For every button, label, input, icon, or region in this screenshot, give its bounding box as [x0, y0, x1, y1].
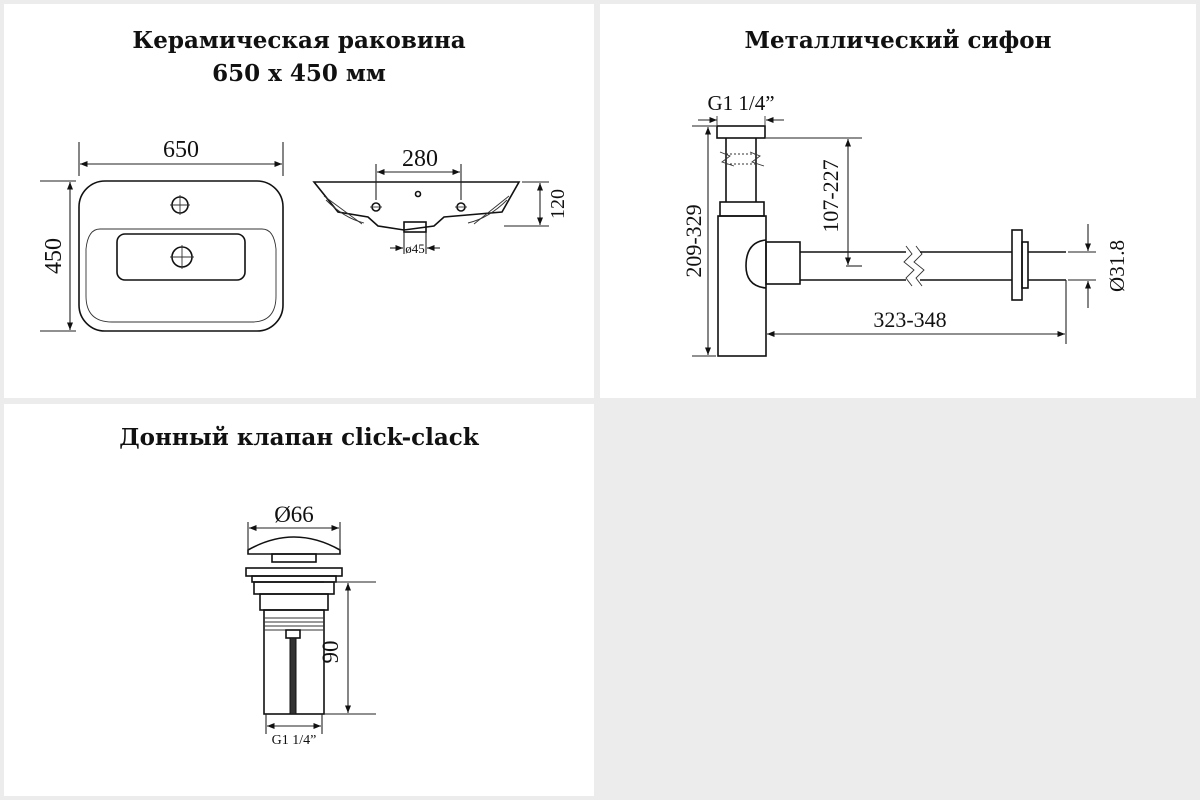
siphon-thread-label: G1 1/4”	[707, 91, 775, 115]
valve-flange	[246, 568, 342, 576]
sink-side-view	[314, 182, 519, 232]
sink-title-line2: 650 х 450 мм	[212, 60, 386, 87]
siphon-elbow	[746, 240, 766, 288]
siphon-pipe-diameter-label: Ø31.8	[1105, 240, 1129, 292]
drain-diameter-dimension	[390, 232, 440, 256]
valve-cap	[248, 537, 340, 554]
sink-outline	[79, 181, 283, 331]
valve-stem	[290, 638, 296, 714]
siphon-wall-flange	[1012, 230, 1022, 300]
siphon-length-dimension	[767, 280, 1066, 344]
faucet-hole-icon	[170, 195, 190, 215]
siphon-top-nut	[717, 126, 765, 138]
drain-hole-icon	[170, 245, 194, 269]
sink-title-line1: Керамическая раковина	[132, 27, 466, 54]
sink-depth-dimension	[504, 182, 569, 226]
siphon-inner-height-label: 107-227	[818, 159, 843, 233]
sink-drawing	[4, 4, 594, 398]
valve-height-dimension	[318, 582, 376, 714]
siphon-total-height-dimension	[681, 126, 716, 356]
siphon-length-label: 323-348	[873, 307, 947, 332]
siphon-inner-height-dimension	[766, 138, 862, 266]
valve-panel	[4, 404, 594, 796]
siphon-thread-dimension	[698, 91, 784, 126]
hole-spacing-label: 280	[402, 146, 438, 172]
sink-height-label: 450	[41, 238, 67, 274]
sink-width-label: 650	[163, 137, 199, 163]
sink-height-dimension	[40, 181, 76, 331]
drain-diameter-label: ø45	[405, 241, 425, 256]
sink-depth-label: 120	[547, 189, 569, 219]
sink-inner-outline	[86, 229, 276, 322]
sink-width-dimension	[79, 137, 283, 176]
siphon-panel	[600, 4, 1196, 398]
valve-height-label: 90	[318, 640, 343, 664]
sink-side-outline	[314, 182, 519, 230]
siphon-total-height-label: 209-329	[681, 204, 706, 278]
valve-thread-dimension	[266, 714, 322, 748]
valve-thread-label: G1 1/4”	[271, 733, 317, 748]
siphon-drawing	[600, 4, 1196, 398]
sink-top-view	[79, 181, 283, 331]
siphon-collar	[720, 202, 764, 216]
siphon-pipe-diameter-dimension	[1068, 224, 1129, 308]
valve-cap-diameter-label: Ø66	[274, 502, 314, 527]
valve-title: Донный клапан click-clack	[119, 424, 479, 451]
empty-panel	[600, 404, 1196, 796]
valve-body	[246, 537, 342, 714]
valve-drawing	[4, 404, 594, 796]
sink-panel	[4, 4, 594, 398]
siphon-title: Металлический сифон	[744, 27, 1052, 54]
